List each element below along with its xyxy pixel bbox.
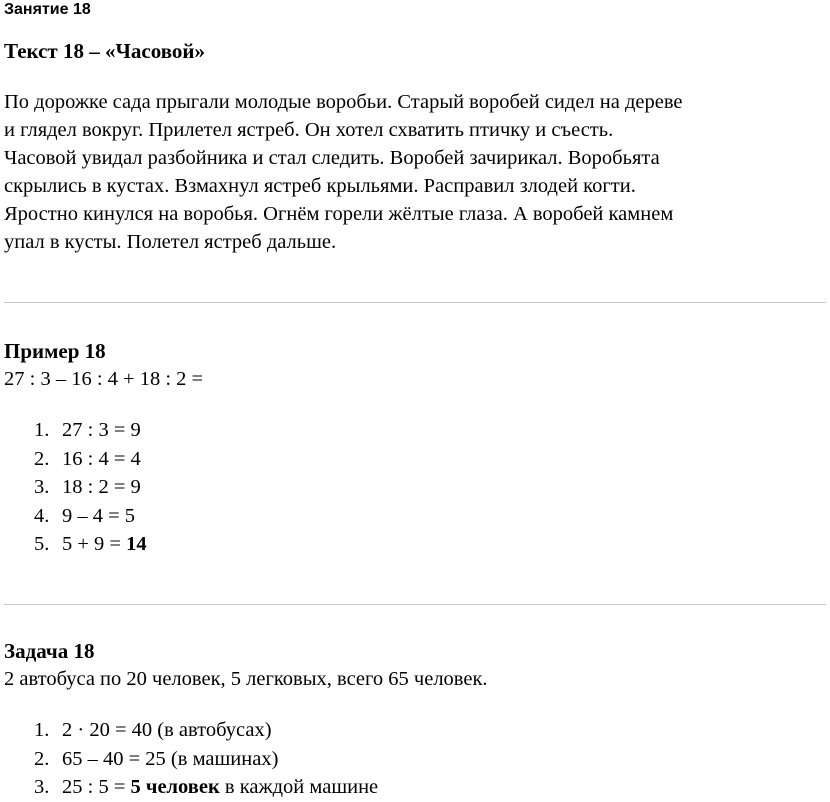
step-number: 3. (34, 776, 50, 798)
story-line: Часовой увидал разбойника и стал следить. Воробей зачирикал. Воробьята (4, 147, 660, 169)
step-number: 5. (34, 533, 50, 555)
list-item (0, 745, 378, 774)
task-answer: 5 человек (130, 776, 220, 798)
step-text: 5 + 9 = (62, 533, 127, 555)
list-item (0, 773, 378, 802)
lesson-title: Занятие 18 (4, 1, 91, 18)
story-line: По дорожке сада прыгали молодые воробьи. Старый воробей сидел на дереве (4, 91, 683, 113)
example-steps-list (0, 416, 147, 559)
list-item (0, 473, 147, 502)
list-item (0, 716, 378, 745)
task-title: Задача 18 (4, 639, 95, 663)
list-item (0, 416, 147, 445)
step-text: 2 · 20 = 40 (в автобусах) (62, 719, 272, 741)
step-number: 3. (34, 476, 50, 498)
step-text: 27 : 3 = 9 (62, 419, 141, 441)
step-text: 25 : 5 = (62, 776, 131, 798)
step-text: 65 – 40 = 25 (в машинах) (62, 747, 279, 770)
step-text-suffix: в каждой машине (219, 776, 379, 798)
story-line: скрылись в кустах. Взмахнул ястреб крыльями. Расправил злодей когти. (4, 175, 636, 197)
story-line: упал в кусты. Полетел ястреб дальше. (4, 231, 337, 253)
task-steps-list (0, 716, 378, 802)
step-text: 16 : 4 = 4 (62, 447, 141, 470)
section-divider (4, 604, 826, 605)
task-condition: 2 автобуса по 20 человек, 5 легковых, всего 65 человек. (4, 668, 488, 690)
example-expression: 27 : 3 – 16 : 4 + 18 : 2 = (4, 368, 204, 390)
story-line: и глядел вокруг. Прилетел ястреб. Он хотел схватить птичку и съесть. (4, 119, 614, 141)
step-number: 1. (34, 419, 50, 441)
step-number: 4. (34, 504, 50, 527)
step-text: 9 – 4 = 5 (62, 504, 136, 527)
example-title: Пример 18 (4, 339, 106, 363)
example-answer: 14 (126, 533, 147, 555)
section-divider (4, 302, 826, 303)
list-item (0, 530, 147, 559)
story-line: Яростно кинулся на воробья. Огнём горели жёлтые глаза. А воробей камнем (4, 203, 674, 225)
story-paragraph (4, 88, 828, 256)
list-item (0, 502, 147, 531)
step-number: 1. (34, 719, 50, 741)
step-number: 2. (34, 747, 50, 770)
text-title: Текст 18 – «Часовой» (4, 39, 205, 63)
step-number: 2. (34, 447, 50, 470)
step-text: 18 : 2 = 9 (62, 476, 141, 498)
list-item (0, 445, 147, 474)
